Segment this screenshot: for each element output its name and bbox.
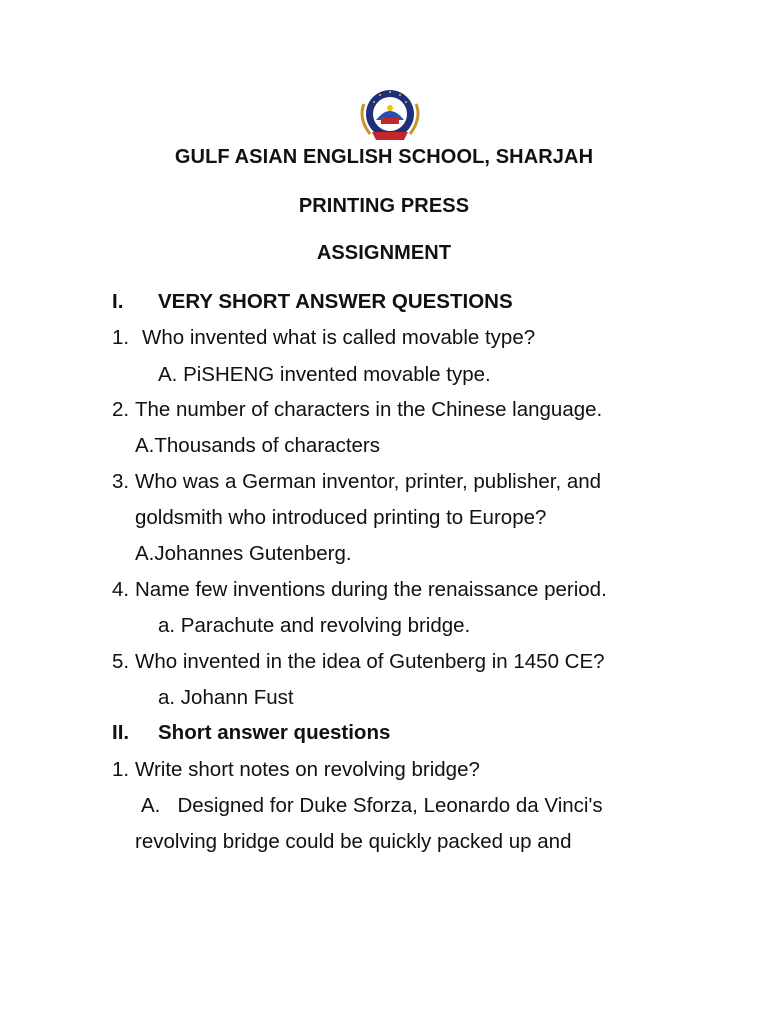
answer-text: A.Johannes Gutenberg. [135, 542, 352, 565]
question-number: 1. [112, 758, 130, 781]
question-text: Who invented in the idea of Gutenberg in 1450 CE? [135, 650, 605, 673]
question-number: 4. [112, 578, 130, 601]
section-title: Short answer questions [158, 721, 391, 744]
question-number: 3. [112, 470, 130, 493]
section-title: VERY SHORT ANSWER QUESTIONS [158, 290, 513, 313]
question-text: Name few inventions during the renaissance period. [135, 578, 607, 601]
school-crest-icon [354, 84, 426, 144]
answer-text-continued: revolving bridge could be quickly packed up and [135, 830, 572, 853]
section-numeral: I. [112, 290, 124, 313]
answer-text: A.Thousands of characters [135, 434, 380, 457]
question-number: 2. [112, 398, 130, 421]
answer-text: a. Parachute and revolving bridge. [158, 614, 471, 637]
question-text: The number of characters in the Chinese language. [135, 398, 603, 421]
question-text: Write short notes on revolving bridge? [135, 758, 480, 781]
question-text-continued: goldsmith who introduced printing to Europe? [135, 506, 547, 529]
school-name: GULF ASIAN ENGLISH SCHOOL, SHARJAH [174, 146, 594, 168]
question-number: 1. [112, 326, 130, 349]
question-text: Who was a German inventor, printer, publisher, and [135, 470, 602, 493]
section-numeral: II. [112, 721, 130, 744]
answer-text: A. PiSHENG invented movable type. [158, 363, 491, 386]
answer-text: A. Designed for Duke Sforza, Leonardo da Vinci's [141, 794, 603, 817]
document-type: ASSIGNMENT [316, 242, 452, 264]
answer-text: a. Johann Fust [158, 686, 294, 709]
question-text: Who invented what is called movable type? [142, 326, 536, 349]
subject-title: PRINTING PRESS [298, 195, 470, 217]
question-number: 5. [112, 650, 130, 673]
